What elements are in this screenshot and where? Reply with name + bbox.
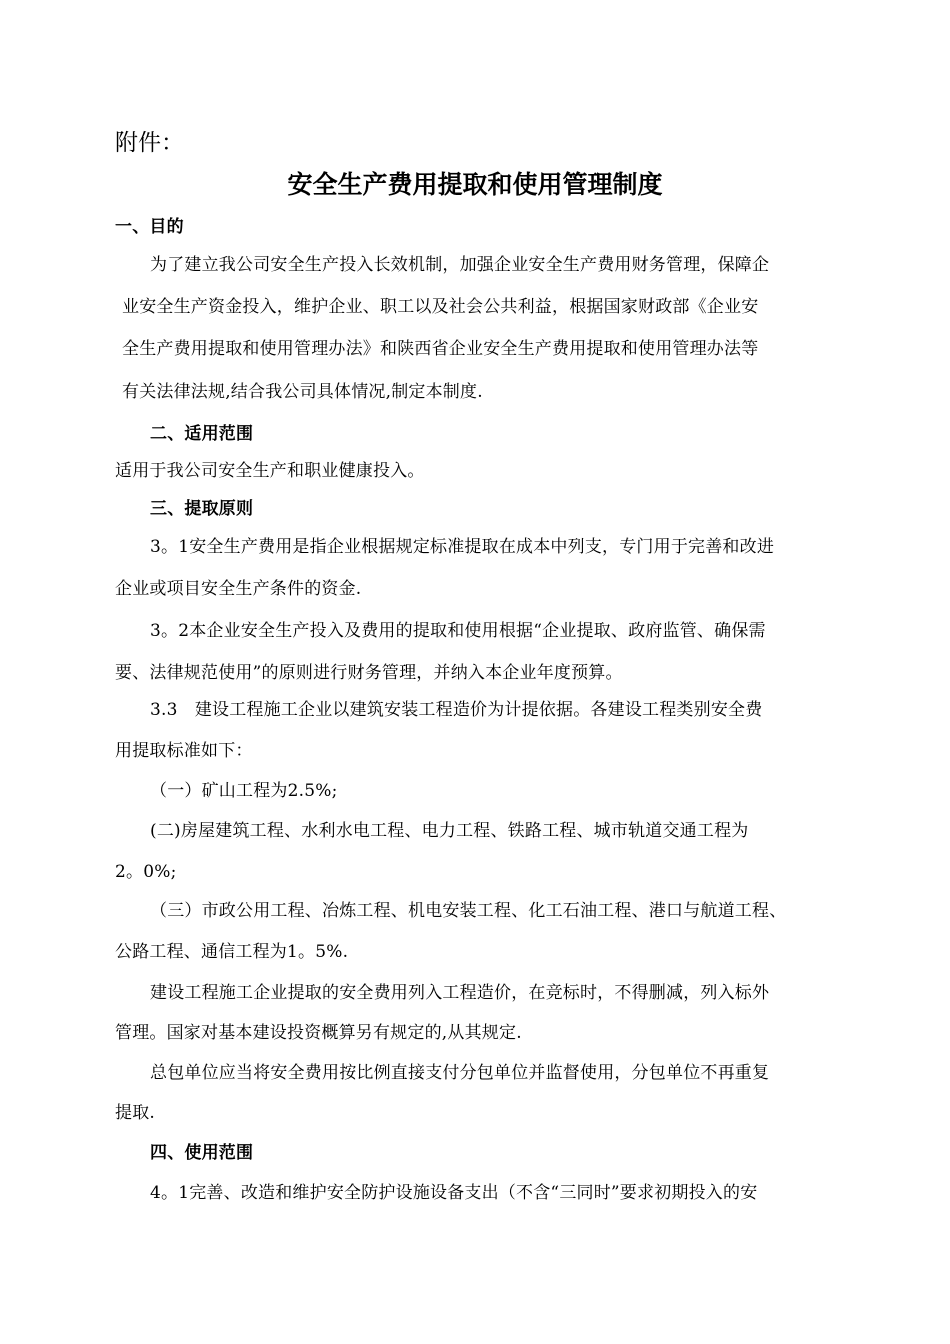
- paragraph-line: 全生产费用提取和使用管理办法》和陕西省企业安全生产费用提取和使用管理办法等: [122, 339, 759, 359]
- section-heading-principles: 三、提取原则: [150, 499, 254, 519]
- paragraph-line: 提取.: [115, 1103, 156, 1123]
- paragraph-line: 公路工程、通信工程为1。5%.: [115, 942, 349, 962]
- paragraph-line: 3。1安全生产费用是指企业根据规定标准提取在成本中列支，专门用于完善和改进: [150, 537, 775, 557]
- document-title: 安全生产费用提取和使用管理制度: [287, 170, 663, 199]
- paragraph-line: 为了建立我公司安全生产投入长效机制，加强企业安全生产费用财务管理，保障企: [150, 255, 770, 275]
- paragraph-line: 3.3 建设工程施工企业以建筑安装工程造价为计提依据。各建设工程类别安全费: [150, 700, 763, 720]
- paragraph-line: （三）市政公用工程、冶炼工程、机电安装工程、化工石油工程、港口与航道工程、: [150, 901, 787, 921]
- paragraph-line: 3。2本企业安全生产投入及费用的提取和使用根据“企业提取、政府监管、确保需: [150, 621, 766, 641]
- paragraph-line: 适用于我公司安全生产和职业健康投入。: [115, 461, 425, 481]
- paragraph-line: （一）矿山工程为2.5%;: [150, 781, 338, 801]
- paragraph-line: (二)房屋建筑工程、水利水电工程、电力工程、铁路工程、城市轨道交通工程为: [150, 821, 749, 841]
- paragraph-line: 管理。国家对基本建设投资概算另有规定的,从其规定.: [115, 1023, 522, 1043]
- paragraph-line: 业安全生产资金投入，维护企业、职工以及社会公共利益，根据国家财政部《企业安: [122, 297, 759, 317]
- section-heading-purpose: 一、目的: [115, 217, 184, 237]
- paragraph-line: 用提取标准如下：: [115, 741, 253, 761]
- paragraph-line: 有关法律法规,结合我公司具体情况,制定本制度.: [122, 382, 483, 402]
- paragraph-line: 总包单位应当将安全费用按比例直接支付分包单位并监督使用，分包单位不再重复: [150, 1063, 770, 1083]
- section-heading-usage: 四、使用范围: [150, 1143, 254, 1163]
- paragraph-line: 4。1完善、改造和维护安全防护设施设备支出（不含“三同时”要求初期投入的安: [150, 1183, 758, 1203]
- paragraph-line: 2。0%;: [115, 862, 177, 882]
- section-heading-scope: 二、适用范围: [150, 424, 254, 444]
- paragraph-line: 企业或项目安全生产条件的资金.: [115, 579, 362, 599]
- paragraph-line: 要、法律规范使用”的原则进行财务管理，并纳入本企业年度预算。: [115, 663, 623, 683]
- attachment-label: 附件：: [115, 130, 184, 156]
- paragraph-line: 建设工程施工企业提取的安全费用列入工程造价，在竞标时，不得删减，列入标外: [150, 983, 770, 1003]
